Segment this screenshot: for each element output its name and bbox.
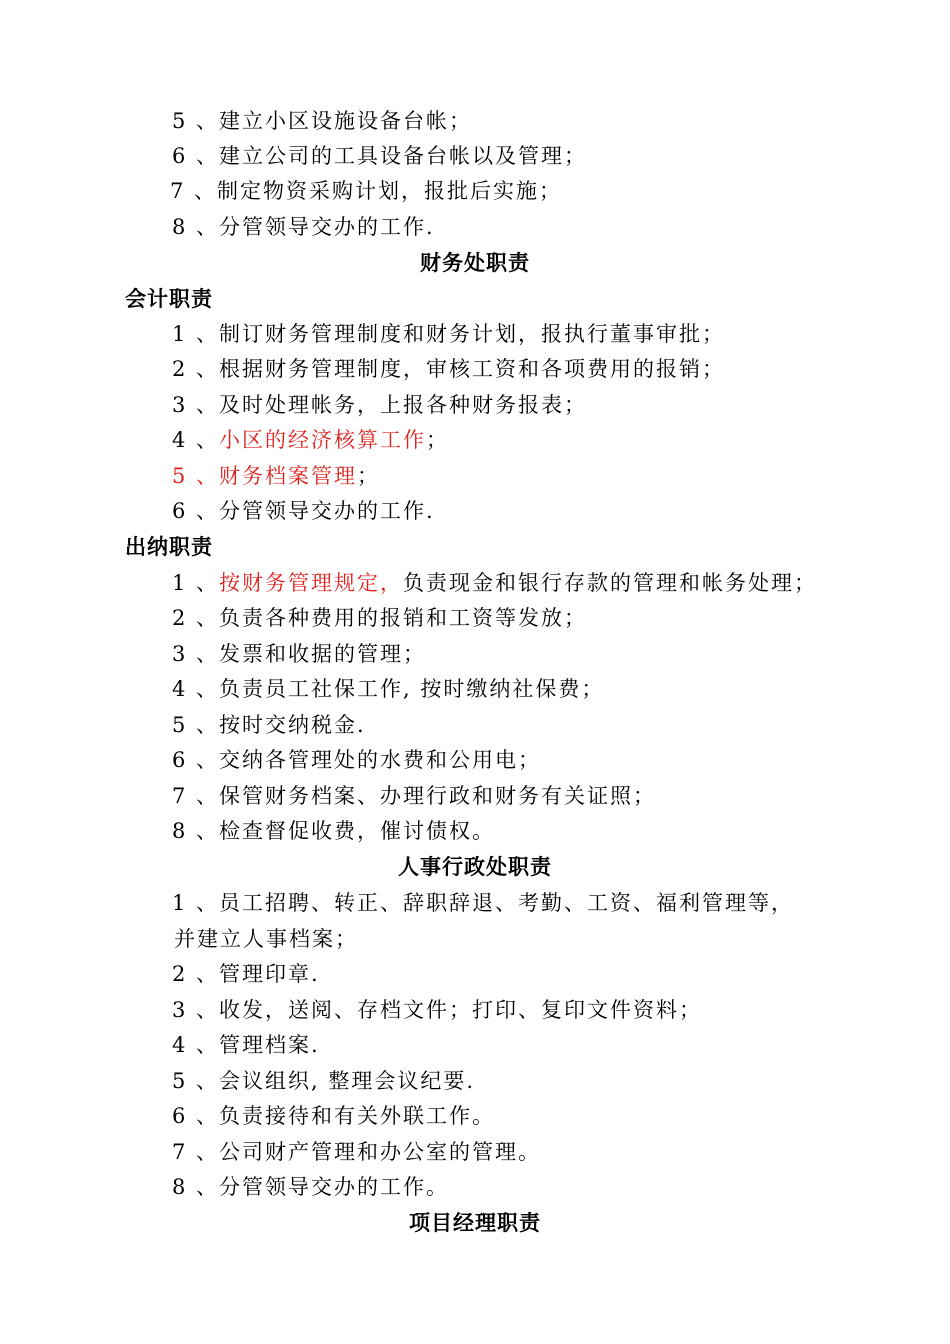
list-item: 6 、负责接待和有关外联工作。 <box>172 1104 496 1128</box>
list-item: 4 、负责员工社保工作, 按时缴纳社保费； <box>172 677 605 701</box>
list-item: 2 、根据财务管理制度，审核工资和各项费用的报销； <box>172 357 726 381</box>
list-item: 7 、公司财产管理和办公室的管理。 <box>172 1140 542 1164</box>
list-item: 4 、管理档案. <box>172 1033 320 1057</box>
section-heading-finance: 财务处职责 <box>420 251 530 275</box>
list-item: 5 、按时交纳税金. <box>172 713 366 737</box>
list-item: 1 、制订财务管理制度和财务计划，报执行董事审批； <box>172 322 726 346</box>
list-item: 2 、负责各种费用的报销和工资等发放； <box>172 606 588 630</box>
list-item: 3 、发票和收据的管理； <box>172 642 427 666</box>
list-item: 2 、管理印章. <box>172 962 320 986</box>
list-item: 8 、分管领导交办的工作. <box>172 215 435 239</box>
section-heading-hr: 人事行政处职责 <box>398 855 552 879</box>
list-item: 3 、及时处理帐务，上报各种财务报表； <box>172 393 588 417</box>
list-item: 3 、收发，送阅、存档文件；打印、复印文件资料； <box>172 998 703 1022</box>
item-tail: ； <box>357 464 381 488</box>
list-item: 8 、分管领导交办的工作。 <box>172 1175 450 1199</box>
list-item <box>172 569 817 597</box>
subheading-accountant: 会计职责 <box>125 287 213 311</box>
highlighted-text: 小区的经济核算工作 <box>219 428 427 452</box>
highlighted-text: 按财务管理规定， <box>219 571 404 595</box>
highlighted-text: 5 、财务档案管理 <box>172 464 358 488</box>
list-item: 7 、制定物资采购计划，报批后实施； <box>170 179 563 203</box>
item-tail: ； <box>426 428 450 452</box>
item-number: 1 、 <box>172 571 220 595</box>
list-item: 6 、分管领导交办的工作. <box>172 499 435 523</box>
list-item: 7 、保管财务档案、办理行政和财务有关证照； <box>172 784 657 808</box>
list-item: 5 、会议组织, 整理会议纪要. <box>172 1069 476 1093</box>
list-item: 6 、建立公司的工具设备台帐以及管理； <box>172 144 588 168</box>
section-heading-pm: 项目经理职责 <box>409 1211 541 1235</box>
item-tail: 负责现金和银行存款的管理和帐务处理； <box>403 571 818 595</box>
list-item-continuation: 并建立人事档案； <box>174 927 358 951</box>
list-item: 8 、检查督促收费，催讨债权。 <box>172 819 496 843</box>
item-number: 4 、 <box>172 428 220 452</box>
list-item: 1 、员工招聘、转正、辞职辞退、考勤、工资、福利管理等， <box>172 891 795 915</box>
subheading-cashier: 出纳职责 <box>125 535 213 559</box>
list-item: 6 、交纳各管理处的水费和公用电； <box>172 748 542 772</box>
list-item: 5 、建立小区设施设备台帐； <box>172 109 473 133</box>
list-item <box>172 426 449 454</box>
list-item <box>172 462 380 490</box>
